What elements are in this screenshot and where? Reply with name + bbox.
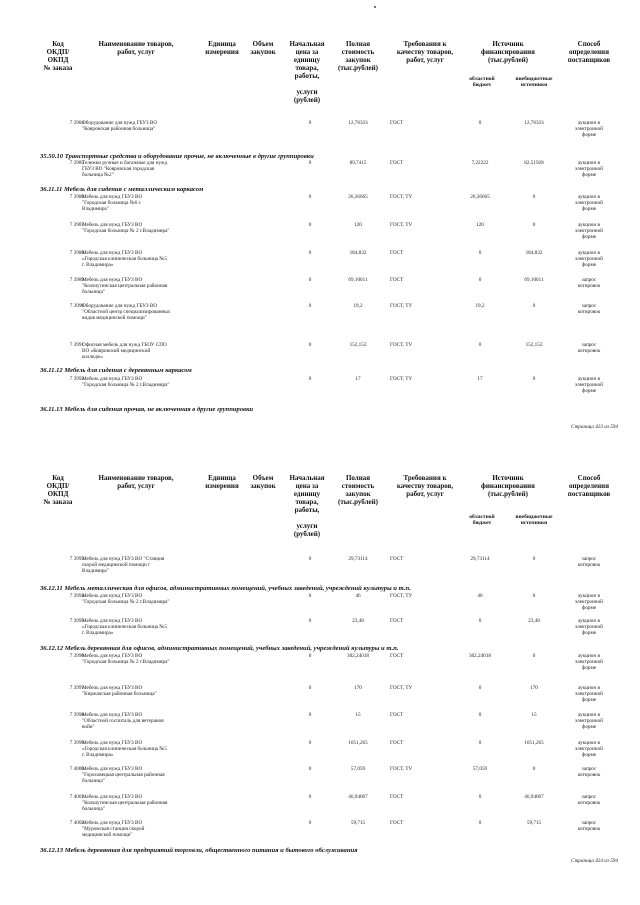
requirements-cell: ГОСТ, ТУ bbox=[390, 766, 413, 772]
hdr-total-value: Полная стоимость закупок (тыс.рублей) bbox=[337, 474, 379, 506]
start-price-cell: 0 bbox=[308, 653, 312, 659]
item-name: Оборудование для нужд ГБУЗ ВО "Ковровская районная больница" bbox=[82, 120, 158, 132]
requirements-cell: ГОСТ bbox=[390, 556, 404, 562]
total-value-cell: 57,059 bbox=[350, 766, 366, 772]
item-name: Мебель для нужд ГБУЗ ВО "Городская больница № 2 г.Владимира" bbox=[82, 593, 170, 605]
procurement-method-cell: запрос котировок bbox=[577, 277, 601, 289]
category-heading: 35.50.10 Транспортные средства и оборудование прочие, не включенные в другие группировки bbox=[40, 153, 314, 160]
requirements-cell: ГОСТ bbox=[390, 277, 404, 283]
total-value-cell: 26,36665 bbox=[348, 194, 368, 200]
document-page-424 bbox=[0, 452, 640, 905]
hdr-requirements: Требования к качеству товаров, работ, услуг bbox=[396, 474, 454, 498]
extra-budget-cell: 0 bbox=[532, 766, 536, 772]
order-number: 7 4002 bbox=[69, 820, 84, 826]
start-price-cell: 0 bbox=[308, 342, 312, 348]
item-name: Мебель для нужд ГБУЗ ВО "Областной госпиталь для ветеранов войн" bbox=[82, 712, 164, 730]
regional-budget-cell: 0 bbox=[478, 712, 482, 718]
requirements-cell: ГОСТ bbox=[390, 618, 404, 624]
total-value-cell: 152,152 bbox=[349, 342, 367, 348]
page-number-label: Страница 423 из 594 bbox=[571, 424, 618, 430]
order-number: 7 3993 bbox=[69, 556, 84, 562]
regional-budget-cell: 0 bbox=[478, 685, 482, 691]
order-number: 7 3999 bbox=[69, 740, 84, 746]
regional-budget-cell: 120 bbox=[476, 222, 484, 228]
regional-budget-cell: 57,059 bbox=[472, 766, 488, 772]
regional-budget-cell: 0 bbox=[478, 740, 482, 746]
procurement-method-cell: аукцион в электронной форме bbox=[575, 120, 603, 138]
hdr-funding: Источник финансирования (тыс.рублей) bbox=[481, 474, 535, 498]
order-number: 7 3994 bbox=[69, 593, 84, 599]
procurement-method-cell: аукцион в электронной форме bbox=[575, 250, 603, 268]
order-number: 7 3989 bbox=[69, 277, 84, 283]
order-number: 7 4000 bbox=[69, 766, 84, 772]
requirements-cell: ГОСТ bbox=[390, 160, 404, 166]
hdr-total-value: Полная стоимость закупок (тыс.рублей) bbox=[337, 40, 379, 72]
total-value-cell: 89,7415 bbox=[349, 160, 367, 166]
hdr-method: Способ определения поставщиков bbox=[567, 40, 611, 64]
requirements-cell: ГОСТ, ТУ bbox=[390, 303, 413, 309]
extra-budget-cell: 46,94067 bbox=[524, 794, 544, 800]
procurement-method-cell: аукцион в электронной форме bbox=[575, 160, 603, 178]
start-price-cell: 0 bbox=[308, 376, 312, 382]
regional-budget-cell: 29,73114 bbox=[470, 556, 490, 562]
regional-budget-cell: 0 bbox=[478, 794, 482, 800]
order-number: 7 3986 bbox=[69, 194, 84, 200]
hdr-funding-extra: внебюджетные источники bbox=[515, 76, 553, 88]
hdr-funding-regional: областной бюджет bbox=[469, 76, 495, 88]
category-heading: 36.11.11 Мебель для сидения с металлическим каркасом bbox=[40, 186, 204, 193]
hdr-funding-extra: внебюджетные источники bbox=[515, 514, 553, 526]
requirements-cell: ГОСТ, ТУ bbox=[390, 685, 413, 691]
extra-budget-cell: 59,715 bbox=[526, 820, 542, 826]
hdr-funding-regional: областной бюджет bbox=[469, 514, 495, 526]
category-heading: 36.11.12 Мебель для сидения с деревянным каркасом bbox=[40, 367, 192, 374]
item-name: Мебель для нужд ГБУЗ ВО «Городская клиническая больница №5 г. Владимира» bbox=[82, 618, 167, 636]
extra-budget-cell: 0 bbox=[532, 194, 536, 200]
page-number-label: Страница 424 из 594 bbox=[571, 858, 618, 864]
hdr-code: Код ОКДП/ ОКПД № заказа bbox=[43, 474, 73, 506]
order-number: 7 3988 bbox=[69, 250, 84, 256]
start-price-cell: 0 bbox=[308, 194, 312, 200]
requirements-cell: ГОСТ bbox=[390, 250, 404, 256]
item-name: Мебель для нужд ГБУЗ ВО "Городская больница № 2 г.Владимира" bbox=[82, 653, 170, 665]
start-price-cell: 0 bbox=[308, 160, 312, 166]
total-value-cell: 15 bbox=[355, 712, 361, 718]
hdr-unit: Единица измерения bbox=[205, 40, 239, 56]
total-value-cell: 46,94067 bbox=[348, 794, 368, 800]
regional-budget-cell: 0 bbox=[478, 342, 482, 348]
procurement-method-cell: запрос котировок bbox=[577, 303, 601, 315]
requirements-cell: ГОСТ bbox=[390, 820, 404, 826]
order-number: 7 3998 bbox=[69, 712, 84, 718]
regional-budget-cell: 46 bbox=[477, 593, 483, 599]
order-number: 7 3997 bbox=[69, 685, 84, 691]
item-name: Мебель для нужд ГБУЗ ВО "Кольчугинская центральная районная больница" bbox=[82, 277, 168, 295]
category-heading: 36.12.13 Мебель деревянная для предприятий торговли, общественного питания и бытового обслуживания bbox=[40, 847, 358, 854]
regional-budget-cell: 0 bbox=[478, 250, 482, 256]
procurement-method-cell: запрос котировок bbox=[577, 820, 601, 832]
requirements-cell: ГОСТ bbox=[390, 740, 404, 746]
start-price-cell: 0 bbox=[308, 593, 312, 599]
order-number: 7 3987 bbox=[69, 222, 84, 228]
start-price-cell: 0 bbox=[308, 712, 312, 718]
total-value-cell: 59,715 bbox=[350, 820, 366, 826]
category-heading: 36.11.13 Мебель для сидения прочая, не включенная в другие группировки bbox=[40, 406, 254, 413]
start-price-cell: 0 bbox=[308, 250, 312, 256]
total-value-cell: 19,2 bbox=[353, 303, 363, 309]
item-name: Офисная мебель для нужд ГБОУ СПО ВО «Ковровский медицинский колледж» bbox=[82, 342, 167, 360]
start-price-cell: 0 bbox=[308, 556, 312, 562]
extra-budget-cell: 12,76333 bbox=[524, 120, 544, 126]
item-name: Мебель для нужд ГБУЗ ВО «Городская клиническая больница №5 г. Владимира» bbox=[82, 250, 167, 268]
start-price-cell: 0 bbox=[308, 303, 312, 309]
extra-budget-cell: 82,51928 bbox=[524, 160, 544, 166]
order-number: 7 3995 bbox=[69, 618, 84, 624]
regional-budget-cell: 7,22222 bbox=[471, 160, 489, 166]
hdr-volume: Объем закупок bbox=[250, 474, 276, 490]
category-heading: 36.12.12 Мебель деревянная для офисов, административных помещений, учебных заведений, учреждений культуры и т.п. bbox=[40, 645, 399, 652]
order-number: 7 4001 bbox=[69, 794, 84, 800]
regional-budget-cell: 0 bbox=[478, 820, 482, 826]
regional-budget-cell: 17 bbox=[477, 376, 483, 382]
item-name: Мебель для нужд ГБУЗ ВО «Городская клиническая больница №5 г. Владимира» bbox=[82, 740, 167, 758]
procurement-method-cell: аукцион в электронной форме bbox=[575, 593, 603, 611]
item-name: Мебель для нужд ГБУЗ ВО "Городская больница № 2 г.Владимира" bbox=[82, 222, 170, 234]
procurement-method-cell: аукцион в электронной форме bbox=[575, 222, 603, 240]
hdr-start-price: Начальная цена за единицу товара, работы, услуги (рублей) bbox=[289, 474, 325, 538]
order-number: 7 3992 bbox=[69, 376, 84, 382]
order-number: 7 3996 bbox=[69, 653, 84, 659]
regional-budget-cell: 0 bbox=[478, 618, 482, 624]
extra-budget-cell: 0 bbox=[532, 303, 536, 309]
regional-budget-cell: 19,2 bbox=[475, 303, 485, 309]
extra-budget-cell: 1051,265 bbox=[524, 740, 544, 746]
document-page-423 bbox=[0, 0, 640, 452]
hdr-unit: Единица измерения bbox=[205, 474, 239, 490]
item-name: Мебель для нужд ГБУЗ ВО "Кольчугинская центральная районная больница" bbox=[82, 794, 168, 812]
procurement-method-cell: запрос котировок bbox=[577, 766, 601, 778]
extra-budget-cell: 0 bbox=[532, 593, 536, 599]
item-name: Мебель для нужд ГБУЗ ВО "Городская больница №6 г. Владимира" bbox=[82, 194, 143, 212]
order-number: 7 3991 bbox=[69, 342, 84, 348]
total-value-cell: 69,10611 bbox=[348, 277, 368, 283]
start-price-cell: 0 bbox=[308, 120, 312, 126]
hdr-method: Способ определения поставщиков bbox=[567, 474, 611, 498]
order-number: 7 3984 bbox=[69, 120, 84, 126]
item-name: Мебель для нужд ГБУЗ ВО "Городская больница № 2 г.Владимира" bbox=[82, 376, 170, 388]
requirements-cell: ГОСТ bbox=[390, 120, 404, 126]
total-value-cell: 12,76333 bbox=[348, 120, 368, 126]
scan-speck bbox=[374, 6, 376, 8]
regional-budget-cell: 0 bbox=[478, 120, 482, 126]
total-value-cell: 46 bbox=[355, 593, 361, 599]
item-name: Мебель для нужд ГБУЗ ВО "Муромская станция скорой медицинской помощи" bbox=[82, 820, 145, 838]
hdr-code: Код ОКДП/ ОКПД № заказа bbox=[43, 40, 73, 72]
extra-budget-cell: 0 bbox=[532, 376, 536, 382]
requirements-cell: ГОСТ, ТУ bbox=[390, 194, 413, 200]
item-name: Оборудование для нужд ГБУЗ ВО "Областной центр специализированных видов медицинской помощи" bbox=[82, 303, 171, 321]
hdr-start-price: Начальная цена за единицу товара, работы, услуги (рублей) bbox=[289, 40, 325, 104]
item-name: Мебель для нужд ГБУЗ ВО "Станция скорой медицинской помощи г Владимира" bbox=[82, 556, 165, 574]
extra-budget-cell: 152,152 bbox=[525, 342, 543, 348]
procurement-method-cell: аукцион в электронной форме bbox=[575, 712, 603, 730]
requirements-cell: ГОСТ bbox=[390, 712, 404, 718]
extra-budget-cell: 170 bbox=[530, 685, 538, 691]
start-price-cell: 0 bbox=[308, 277, 312, 283]
total-value-cell: 23,48 bbox=[352, 618, 364, 624]
start-price-cell: 0 bbox=[308, 794, 312, 800]
requirements-cell: ГОСТ bbox=[390, 794, 404, 800]
start-price-cell: 0 bbox=[308, 618, 312, 624]
procurement-method-cell: аукцион в электронной форме bbox=[575, 376, 603, 394]
order-number: 7 3985 bbox=[69, 160, 84, 166]
total-value-cell: 170 bbox=[354, 685, 362, 691]
total-value-cell: 184,832 bbox=[349, 250, 367, 256]
item-name: Мебель для нужд ГБУЗ ВО "Киржачская районная больница" bbox=[82, 685, 157, 697]
extra-budget-cell: 69,10611 bbox=[524, 277, 544, 283]
hdr-name: Наименование товаров, работ, услуг bbox=[98, 40, 174, 56]
start-price-cell: 0 bbox=[308, 222, 312, 228]
regional-budget-cell: 302,24018 bbox=[468, 653, 492, 659]
total-value-cell: 17 bbox=[355, 376, 361, 382]
total-value-cell: 1051,265 bbox=[348, 740, 368, 746]
hdr-requirements: Требования к качеству товаров, работ, услуг bbox=[396, 40, 454, 64]
category-heading: 36.12.11 Мебель металлическая для офисов, административных помещений, учебных заведений, учреждений культуры и т.п. bbox=[40, 585, 411, 592]
procurement-method-cell: аукцион в электронной форме bbox=[575, 194, 603, 212]
regional-budget-cell: 0 bbox=[478, 277, 482, 283]
requirements-cell: ГОСТ, ТУ bbox=[390, 222, 413, 228]
procurement-method-cell: аукцион в электронной форме bbox=[575, 685, 603, 703]
procurement-method-cell: аукцион в электронной форме bbox=[575, 653, 603, 671]
extra-budget-cell: 184,832 bbox=[525, 250, 543, 256]
procurement-method-cell: аукцион в электронной форме bbox=[575, 618, 603, 636]
procurement-method-cell: запрос котировок bbox=[577, 794, 601, 806]
procurement-method-cell: аукцион в электронной форме bbox=[575, 740, 603, 758]
extra-budget-cell: 0 bbox=[532, 556, 536, 562]
total-value-cell: 302,24018 bbox=[346, 653, 370, 659]
start-price-cell: 0 bbox=[308, 740, 312, 746]
regional-budget-cell: 26,36665 bbox=[470, 194, 490, 200]
extra-budget-cell: 23,48 bbox=[528, 618, 540, 624]
extra-budget-cell: 15 bbox=[531, 712, 537, 718]
start-price-cell: 0 bbox=[308, 820, 312, 826]
start-price-cell: 0 bbox=[308, 685, 312, 691]
extra-budget-cell: 0 bbox=[532, 653, 536, 659]
total-value-cell: 29,73114 bbox=[348, 556, 368, 562]
hdr-name: Наименование товаров, работ, услуг bbox=[98, 474, 174, 490]
item-name: Тележки ручные и багажные для нужд ГБУЗ ВО "Ковровская городская больница №2" bbox=[82, 160, 168, 178]
total-value-cell: 120 bbox=[354, 222, 362, 228]
extra-budget-cell: 0 bbox=[532, 222, 536, 228]
requirements-cell: ГОСТ bbox=[390, 653, 404, 659]
hdr-volume: Объем закупок bbox=[250, 40, 276, 56]
item-name: Мебель для нужд ГБУЗ ВО "Гороховецкая центральная районная больница" bbox=[82, 766, 165, 784]
start-price-cell: 0 bbox=[308, 766, 312, 772]
procurement-method-cell: запрос котировок bbox=[577, 556, 601, 568]
requirements-cell: ГОСТ, ТУ bbox=[390, 593, 413, 599]
hdr-funding: Источник финансирования (тыс.рублей) bbox=[481, 40, 535, 64]
order-number: 7 3990 bbox=[69, 303, 84, 309]
requirements-cell: ГОСТ, ТУ bbox=[390, 376, 413, 382]
procurement-method-cell: запрос котировок bbox=[577, 342, 601, 354]
requirements-cell: ГОСТ, ТУ bbox=[390, 342, 413, 348]
